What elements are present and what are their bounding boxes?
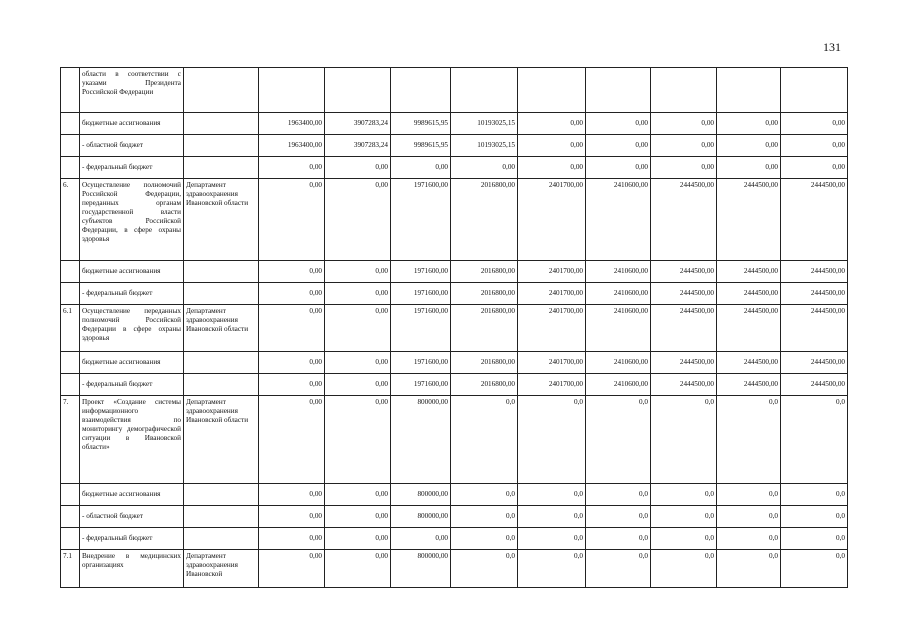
table-row xyxy=(61,352,848,374)
amount-cell: 0,0 xyxy=(651,528,717,550)
amount-cell: 0,00 xyxy=(391,528,451,550)
row-executor xyxy=(184,528,259,550)
amount-cell: 0,0 xyxy=(781,506,848,528)
row-name: Проект «Создание системы информационного взаимодействия по мониторингу демографической ситуации в Ивановской области» xyxy=(80,396,184,484)
amount-cell: 0,00 xyxy=(651,157,717,179)
amount-cell: 0,00 xyxy=(586,157,651,179)
amount-cell: 0,00 xyxy=(781,135,848,157)
page-number: 131 xyxy=(823,40,841,54)
amount-cell xyxy=(259,68,325,113)
amount-cell: 10193025,15 xyxy=(451,113,518,135)
table-row xyxy=(61,374,848,396)
amount-cell xyxy=(781,68,848,113)
amount-cell: 2410600,00 xyxy=(586,374,651,396)
amount-cell: 2444500,00 xyxy=(651,283,717,305)
amount-cell: 1971600,00 xyxy=(391,305,451,352)
amount-cell: 0,0 xyxy=(586,484,651,506)
amount-cell: 0,0 xyxy=(781,396,848,484)
row-number: 7. xyxy=(61,396,80,484)
amount-cell: 2444500,00 xyxy=(717,305,781,352)
amount-cell: 0,00 xyxy=(259,305,325,352)
amount-cell: 0,00 xyxy=(325,528,391,550)
amount-cell: 2444500,00 xyxy=(651,374,717,396)
row-name: бюджетные ассигнования xyxy=(80,261,184,283)
table-row xyxy=(61,506,848,528)
amount-cell: 2410600,00 xyxy=(586,261,651,283)
row-number xyxy=(61,528,80,550)
amount-cell: 0,0 xyxy=(717,528,781,550)
amount-cell: 0,0 xyxy=(781,528,848,550)
row-number xyxy=(61,157,80,179)
amount-cell: 2401700,00 xyxy=(518,352,586,374)
row-number: 6. xyxy=(61,179,80,261)
amount-cell: 0,00 xyxy=(259,528,325,550)
amount-cell: 1971600,00 xyxy=(391,283,451,305)
amount-cell: 0,0 xyxy=(717,396,781,484)
amount-cell: 0,0 xyxy=(717,550,781,588)
amount-cell: 10193025,15 xyxy=(451,135,518,157)
row-name: - федеральный бюджет xyxy=(80,374,184,396)
row-number: 6.1 xyxy=(61,305,80,352)
amount-cell: 0,00 xyxy=(325,179,391,261)
row-name: Осуществление переданных полномочий Российской Федерации в сфере охраны здоровья xyxy=(80,305,184,352)
row-executor: Департамент здравоохранения Ивановской области xyxy=(184,179,259,261)
amount-cell: 2401700,00 xyxy=(518,261,586,283)
amount-cell: 0,00 xyxy=(325,374,391,396)
amount-cell: 2016800,00 xyxy=(451,261,518,283)
amount-cell: 0,00 xyxy=(259,157,325,179)
amount-cell: 0,0 xyxy=(451,550,518,588)
amount-cell: 2444500,00 xyxy=(651,261,717,283)
amount-cell: 0,00 xyxy=(586,135,651,157)
amount-cell: 2401700,00 xyxy=(518,179,586,261)
row-name: бюджетные ассигнования xyxy=(80,352,184,374)
amount-cell: 0,00 xyxy=(518,135,586,157)
row-executor xyxy=(184,283,259,305)
amount-cell: 0,00 xyxy=(259,550,325,588)
amount-cell: 2444500,00 xyxy=(781,305,848,352)
row-number xyxy=(61,113,80,135)
row-name: - областной бюджет xyxy=(80,506,184,528)
table-row xyxy=(61,396,848,484)
amount-cell: 2444500,00 xyxy=(717,179,781,261)
amount-cell xyxy=(325,68,391,113)
table-row xyxy=(61,113,848,135)
amount-cell: 0,00 xyxy=(651,135,717,157)
row-number xyxy=(61,506,80,528)
amount-cell: 0,00 xyxy=(259,506,325,528)
amount-cell xyxy=(586,68,651,113)
row-number xyxy=(61,352,80,374)
amount-cell: 2016800,00 xyxy=(451,374,518,396)
amount-cell: 0,00 xyxy=(325,484,391,506)
row-executor xyxy=(184,506,259,528)
row-number xyxy=(61,484,80,506)
amount-cell: 1971600,00 xyxy=(391,352,451,374)
amount-cell: 0,0 xyxy=(451,396,518,484)
row-number xyxy=(61,135,80,157)
amount-cell: 1971600,00 xyxy=(391,374,451,396)
amount-cell: 0,00 xyxy=(717,157,781,179)
row-number xyxy=(61,374,80,396)
amount-cell: 2444500,00 xyxy=(651,305,717,352)
amount-cell: 2444500,00 xyxy=(781,352,848,374)
amount-cell: 9989615,95 xyxy=(391,113,451,135)
row-number: 7.1 xyxy=(61,550,80,588)
amount-cell: 3907283,24 xyxy=(325,113,391,135)
amount-cell: 0,0 xyxy=(717,506,781,528)
amount-cell: 0,00 xyxy=(259,484,325,506)
amount-cell: 2016800,00 xyxy=(451,352,518,374)
amount-cell: 800000,00 xyxy=(391,550,451,588)
amount-cell: 2444500,00 xyxy=(717,261,781,283)
amount-cell: 0,00 xyxy=(781,113,848,135)
amount-cell: 0,00 xyxy=(325,283,391,305)
row-name: области в соответствии с указами Президента Российской Федерации xyxy=(80,68,184,113)
table-row xyxy=(61,283,848,305)
amount-cell: 2410600,00 xyxy=(586,352,651,374)
amount-cell: 2444500,00 xyxy=(781,374,848,396)
row-number xyxy=(61,68,80,113)
row-executor xyxy=(184,157,259,179)
amount-cell: 0,00 xyxy=(325,396,391,484)
row-name: бюджетные ассигнования xyxy=(80,113,184,135)
row-name: Осуществление полномочий Российской Федерации, переданных органам государственной власти субъектов Российской Федерации, в сфере охраны здоровья xyxy=(80,179,184,261)
amount-cell: 0,00 xyxy=(391,157,451,179)
row-name: - областной бюджет xyxy=(80,135,184,157)
amount-cell: 2444500,00 xyxy=(651,352,717,374)
amount-cell: 2016800,00 xyxy=(451,283,518,305)
amount-cell: 0,0 xyxy=(518,396,586,484)
amount-cell xyxy=(391,68,451,113)
amount-cell xyxy=(717,68,781,113)
amount-cell: 0,0 xyxy=(518,506,586,528)
amount-cell: 0,0 xyxy=(451,484,518,506)
amount-cell: 2444500,00 xyxy=(651,179,717,261)
amount-cell: 0,0 xyxy=(651,484,717,506)
amount-cell: 2401700,00 xyxy=(518,305,586,352)
row-name: Внедрение в медицинских организациях xyxy=(80,550,184,588)
amount-cell: 0,00 xyxy=(325,157,391,179)
amount-cell: 0,00 xyxy=(586,113,651,135)
table-body xyxy=(61,68,848,588)
amount-cell: 3907283,24 xyxy=(325,135,391,157)
amount-cell xyxy=(651,68,717,113)
row-name: бюджетные ассигнования xyxy=(80,484,184,506)
budget-table xyxy=(60,67,848,588)
table-row xyxy=(61,305,848,352)
amount-cell: 9989615,95 xyxy=(391,135,451,157)
amount-cell: 0,0 xyxy=(717,484,781,506)
row-number xyxy=(61,283,80,305)
amount-cell: 0,00 xyxy=(325,261,391,283)
row-executor xyxy=(184,352,259,374)
amount-cell: 1963400,00 xyxy=(259,113,325,135)
amount-cell: 0,00 xyxy=(651,113,717,135)
amount-cell: 0,00 xyxy=(259,261,325,283)
amount-cell: 0,0 xyxy=(518,484,586,506)
row-executor xyxy=(184,484,259,506)
amount-cell: 800000,00 xyxy=(391,484,451,506)
row-executor xyxy=(184,374,259,396)
amount-cell: 2444500,00 xyxy=(781,261,848,283)
amount-cell: 0,0 xyxy=(651,396,717,484)
table-row xyxy=(61,157,848,179)
amount-cell: 2016800,00 xyxy=(451,305,518,352)
amount-cell: 2016800,00 xyxy=(451,179,518,261)
table-row xyxy=(61,179,848,261)
amount-cell: 0,0 xyxy=(651,550,717,588)
amount-cell: 2444500,00 xyxy=(717,352,781,374)
row-executor xyxy=(184,261,259,283)
amount-cell: 0,00 xyxy=(451,157,518,179)
amount-cell: 800000,00 xyxy=(391,396,451,484)
amount-cell: 0,00 xyxy=(518,113,586,135)
table-row xyxy=(61,261,848,283)
row-name: - федеральный бюджет xyxy=(80,283,184,305)
amount-cell: 0,0 xyxy=(586,396,651,484)
amount-cell: 2401700,00 xyxy=(518,374,586,396)
amount-cell: 0,00 xyxy=(259,374,325,396)
row-executor xyxy=(184,135,259,157)
amount-cell: 0,0 xyxy=(586,528,651,550)
amount-cell: 0,0 xyxy=(451,528,518,550)
amount-cell: 0,0 xyxy=(518,550,586,588)
row-executor: Департамент здравоохранения Ивановской области xyxy=(184,396,259,484)
amount-cell: 0,0 xyxy=(651,506,717,528)
amount-cell: 0,0 xyxy=(586,506,651,528)
amount-cell: 0,0 xyxy=(518,528,586,550)
amount-cell: 0,00 xyxy=(259,396,325,484)
amount-cell: 1971600,00 xyxy=(391,179,451,261)
row-executor xyxy=(184,68,259,113)
amount-cell: 0,0 xyxy=(781,550,848,588)
amount-cell: 0,0 xyxy=(781,484,848,506)
row-name: - федеральный бюджет xyxy=(80,528,184,550)
amount-cell: 1963400,00 xyxy=(259,135,325,157)
amount-cell: 0,00 xyxy=(518,157,586,179)
amount-cell: 0,0 xyxy=(451,506,518,528)
amount-cell: 2444500,00 xyxy=(717,374,781,396)
amount-cell: 0,00 xyxy=(781,157,848,179)
amount-cell: 0,00 xyxy=(717,113,781,135)
table-row xyxy=(61,68,848,113)
amount-cell: 2401700,00 xyxy=(518,283,586,305)
amount-cell: 0,00 xyxy=(717,135,781,157)
row-executor: Департамент здравоохранения Ивановской области xyxy=(184,305,259,352)
amount-cell: 2444500,00 xyxy=(781,283,848,305)
amount-cell: 2444500,00 xyxy=(781,179,848,261)
table-row xyxy=(61,484,848,506)
table-row xyxy=(61,135,848,157)
row-number xyxy=(61,261,80,283)
table-row xyxy=(61,528,848,550)
amount-cell: 0,0 xyxy=(586,550,651,588)
table-row xyxy=(61,550,848,588)
amount-cell: 0,00 xyxy=(325,352,391,374)
row-executor xyxy=(184,113,259,135)
row-name: - федеральный бюджет xyxy=(80,157,184,179)
amount-cell: 2444500,00 xyxy=(717,283,781,305)
amount-cell: 800000,00 xyxy=(391,506,451,528)
amount-cell: 0,00 xyxy=(259,352,325,374)
amount-cell: 0,00 xyxy=(325,305,391,352)
row-executor: Департамент здравоохранения Ивановской xyxy=(184,550,259,588)
amount-cell: 0,00 xyxy=(325,506,391,528)
amount-cell: 1971600,00 xyxy=(391,261,451,283)
amount-cell xyxy=(451,68,518,113)
amount-cell: 2410600,00 xyxy=(586,305,651,352)
amount-cell: 2410600,00 xyxy=(586,283,651,305)
amount-cell: 0,00 xyxy=(325,550,391,588)
amount-cell xyxy=(518,68,586,113)
amount-cell: 2410600,00 xyxy=(586,179,651,261)
amount-cell: 0,00 xyxy=(259,283,325,305)
amount-cell: 0,00 xyxy=(259,179,325,261)
